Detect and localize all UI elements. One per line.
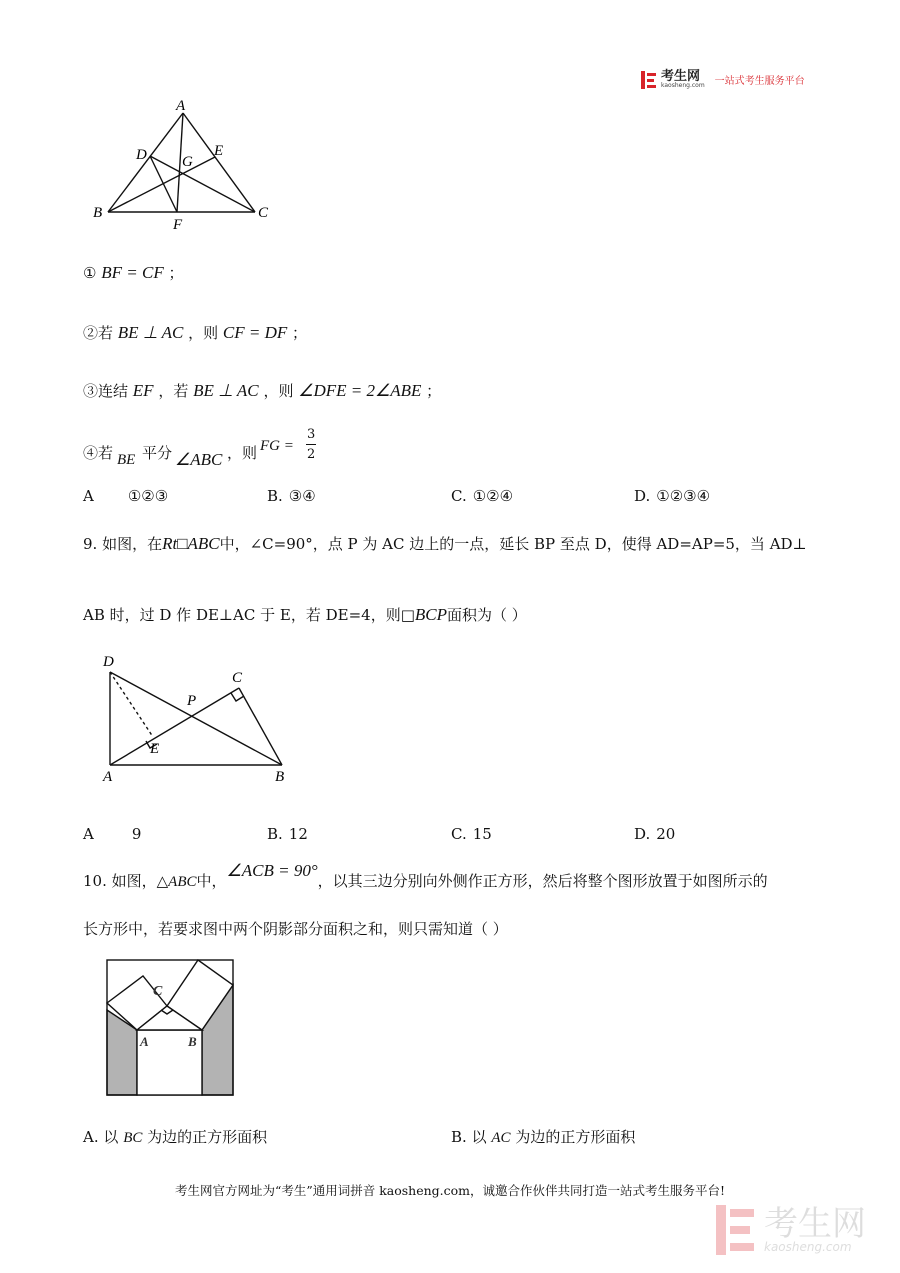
segment-df: [150, 156, 177, 212]
label-c: C: [232, 670, 243, 686]
segment-cd: [150, 156, 255, 212]
q10-option-b[interactable]: B. 以 AC 为边的正方形面积: [451, 1128, 636, 1146]
label-d: D: [136, 147, 147, 163]
q10-line-2: 长方形中，若要求图中两个阴影部分面积之和，则只需知道（ ）: [83, 920, 508, 938]
q8-statement-1: ① BF = CF ；: [83, 263, 184, 282]
watermark-domain: kaosheng.com: [764, 1240, 852, 1254]
edge-ac: [183, 113, 255, 212]
label-c: C: [258, 205, 269, 221]
q9-option-c[interactable]: C. 15: [451, 825, 492, 843]
q8-option-d[interactable]: D. ①②③④: [634, 487, 711, 505]
figure-q9: [95, 650, 305, 790]
label-a: A: [140, 1034, 149, 1049]
logo-text: 考生网: [661, 69, 701, 84]
label-b: B: [93, 205, 103, 221]
figure-q10: [100, 955, 245, 1100]
label-e: E: [150, 741, 160, 757]
label-g: G: [182, 154, 193, 170]
q9-option-a[interactable]: A 9: [83, 825, 142, 843]
q9-line-2: AB 时，过 D 作 DE⊥AC 于 E，若 DE=4，则□BCP面积为（ ）: [83, 605, 527, 624]
segment-be: [108, 157, 215, 212]
watermark: [716, 1205, 866, 1255]
label-e: E: [214, 143, 224, 159]
q9-option-b[interactable]: B. 12: [267, 825, 308, 843]
q9-option-d[interactable]: D. 20: [634, 825, 676, 843]
label-b: B: [188, 1034, 197, 1049]
q10-option-a[interactable]: A. 以 BC 为边的正方形面积: [83, 1128, 268, 1146]
q8-option-c[interactable]: C. ①②④: [451, 487, 514, 505]
label-a: A: [176, 98, 186, 114]
label-d: D: [103, 654, 114, 670]
q8-statement-3: ③连结 EF ，若 BE ⊥ AC ，则 ∠DFE = 2∠ABE ；: [83, 381, 442, 400]
kaosheng-logo-icon: [641, 71, 657, 89]
watermark-text: 考生网: [764, 1204, 866, 1244]
logo-domain: kaosheng.com: [661, 82, 705, 89]
watermark-logo-icon: [716, 1205, 756, 1255]
fraction: 3 2: [307, 427, 316, 462]
label-b: B: [275, 769, 285, 785]
label-a: A: [103, 769, 113, 785]
segment-de: [110, 672, 153, 737]
label-p: P: [187, 693, 197, 709]
q8-statement-2: ②若 BE ⊥ AC ，则 CF = DF ；: [83, 323, 308, 342]
q10-line-1: 10. 如图，△ABC中，∠ACB = 90°，以其三边分别向外侧作正方形，然后将整个图形放置于如图所示的: [83, 861, 768, 890]
triangle-figure-q8: [90, 95, 280, 235]
q8-option-b[interactable]: B. ③④: [267, 487, 316, 505]
header-logo: [641, 70, 805, 89]
q8-option-a[interactable]: A ①②③: [83, 487, 169, 505]
header-slogan: 一站式考生服务平台: [714, 76, 805, 87]
label-f: F: [173, 217, 183, 233]
page-footer: 考生网官方网址为“考生”通用词拼音 kaosheng.com，诚邀合作伙伴共同打造一站式考生服务平台!: [174, 1183, 726, 1198]
label-c: C: [153, 984, 163, 999]
q9-line-1: 9. 如图，在Rt□ABC中，∠C=90°，点 P 为 AC 边上的一点，延长 BP 至点 D，使得 AD=AP=5，当 AD⊥: [83, 534, 807, 553]
segment-ac: [110, 688, 239, 765]
